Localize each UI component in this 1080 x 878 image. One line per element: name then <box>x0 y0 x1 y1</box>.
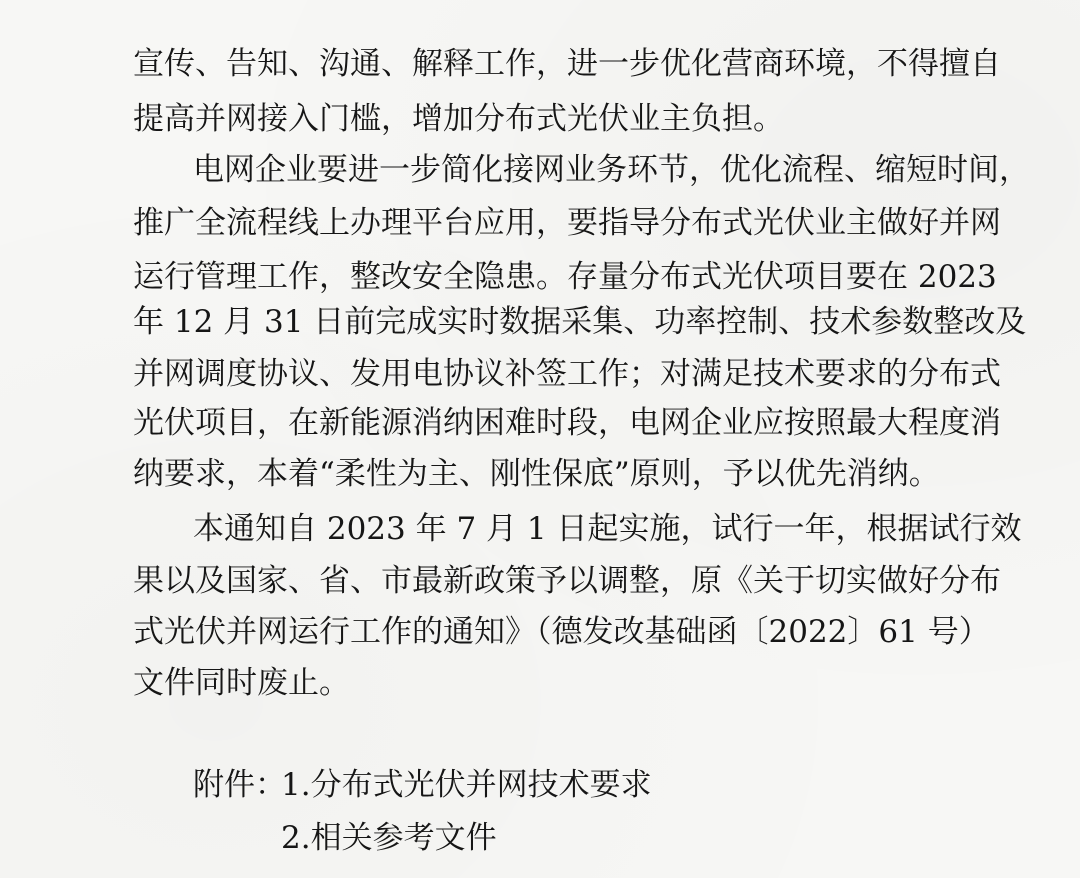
paragraph-1-line-2: 提高并网接入门槛，增加分布式光伏业主负担。 <box>133 101 784 137</box>
paragraph-3-line-2: 果以及国家、省、市最新政策予以调整，原《关于切实做好分布 <box>133 563 1001 599</box>
attachment-item-1: 1.分布式光伏并网技术要求 <box>281 767 652 803</box>
paragraph-3-line-4: 文件同时废止。 <box>133 665 350 701</box>
paragraph-2-line-3: 运行管理工作，整改安全隐患。存量分布式光伏项目要在 2023 <box>133 259 997 295</box>
paragraph-2-line-5: 并网调度协议、发用电协议补签工作；对满足技术要求的分布式 <box>133 356 1001 392</box>
paragraph-2-line-1: 电网企业要进一步简化接网业务环节，优化流程、缩短时间， <box>193 152 1030 188</box>
attachment-item-2: 2.相关参考文件 <box>281 820 497 856</box>
paragraph-2-line-4: 年 12 月 31 日前完成实时数据采集、功率控制、技术参数整改及 <box>133 304 1027 340</box>
paragraph-1-line-1: 宣传、告知、沟通、解释工作，进一步优化营商环境，不得擅自 <box>133 46 1001 82</box>
paragraph-3-line-3: 式光伏并网运行工作的通知》（德发改基础函〔2022〕61 号） <box>133 614 990 650</box>
paragraph-2-line-2: 推广全流程线上办理平台应用，要指导分布式光伏业主做好并网 <box>133 205 1001 241</box>
attachments-label: 附件： <box>193 767 286 803</box>
paragraph-3-line-1: 本通知自 2023 年 7 月 1 日起实施，试行一年，根据试行效 <box>193 511 1022 547</box>
paragraph-2-line-7: 纳要求，本着“柔性为主、刚性保底”原则，予以优先消纳。 <box>133 456 940 492</box>
paragraph-2-line-6: 光伏项目，在新能源消纳困难时段，电网企业应按照最大程度消 <box>133 405 1001 441</box>
